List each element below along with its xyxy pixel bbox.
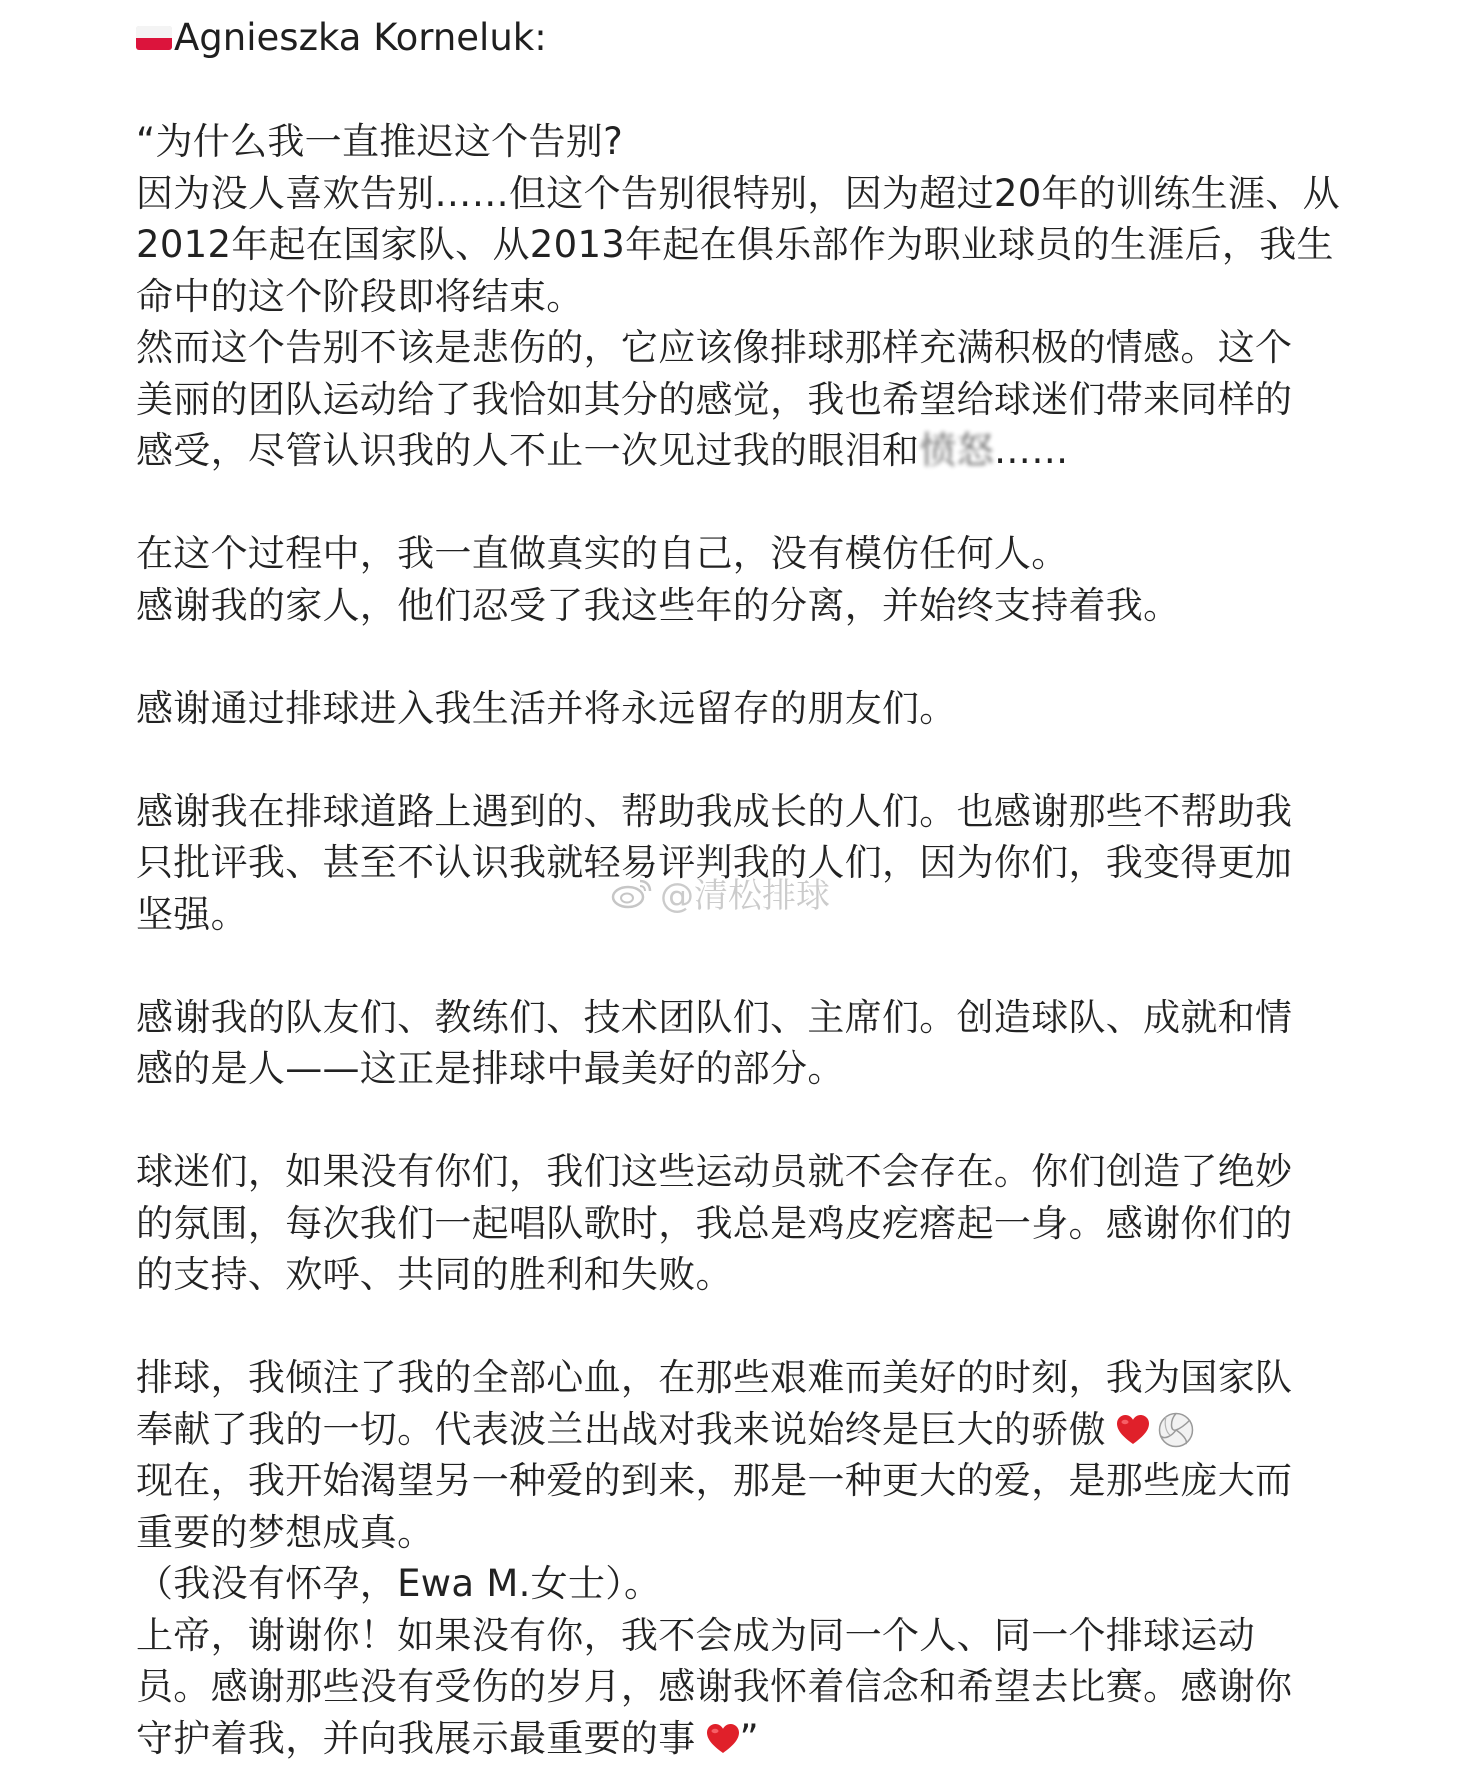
text-line [136,425,1346,477]
text-line: 因为没人喜欢告别……但这个告别很特别，因为超过20年的训练生涯、从 [136,171,1340,215]
blurred-text: 愤怒 [919,429,994,472]
text-line [136,1713,1346,1765]
paragraph-fans [136,1146,1346,1301]
text-line: 现在，我开始渴望另一种爱的到来，那是一种更大的爱，是那些庞大而 [136,1459,1293,1502]
paragraph-farewell [136,116,1346,477]
text-segment: 奉献了我的一切。代表波兰出战对我来说始终是巨大的骄傲 [136,1407,1106,1451]
text-segment: …… [993,429,1069,472]
text-segment: 感受，尽管认识我的人不止一次见过我的眼泪和 [136,429,920,472]
paragraph-team [136,992,1346,1095]
text-segment: 守护着我，并向我展示最重要的事 [136,1716,696,1760]
text-line: 然而这个告别不该是悲伤的，它应该像排球那样充满积极的情感。这个 [136,326,1293,369]
author-name: Agnieszka Korneluk: [174,16,547,59]
text-line: “为什么我一直推迟这个告别? [136,120,624,163]
text-line: 感的是人——这正是排球中最美好的部分。 [136,1047,845,1090]
text-line: 感谢我的队友们、教练们、技术团队们、主席们。创造球队、成就和情 [136,995,1293,1039]
paragraph-volleyball [136,1352,1346,1764]
text-line: 感谢我在排球道路上遇到的、帮助我成长的人们。也感谢那些不帮助我 [136,789,1293,833]
watermark-text: @清松排球 [660,876,830,916]
text-line [136,1404,1346,1456]
heart-icon [706,1723,740,1755]
poland-flag-icon [136,26,172,50]
paragraph-self [136,528,1346,631]
text-line: 排球，我倾注了我的全部心血，在那些艰难而美好的时刻，我为国家队 [136,1356,1293,1399]
text-segment: ” [739,1716,759,1760]
text-line: （我没有怀孕，Ewa M.女士）。 [136,1562,662,1605]
text-line: 只批评我、甚至不认识我就轻易评判我的人们，因为你们，我变得更加 [136,841,1293,884]
post-author [136,14,1476,62]
text-line: 命中的这个阶段即将结束。 [136,274,584,318]
text-line: 员。感谢那些没有受伤的岁月，感谢我怀着信念和希望去比赛。感谢你 [136,1665,1293,1708]
paragraph-people [136,786,1346,941]
text-line: 坚强。 [136,892,248,936]
text-line: 球迷们，如果没有你们，我们这些运动员就不会存在。你们创造了绝妙 [136,1150,1293,1193]
text-line: 在这个过程中，我一直做真实的自己，没有模仿任何人。 [136,532,1069,575]
volleyball-icon [1158,1412,1194,1448]
text-line: 美丽的团队运动给了我恰如其分的感觉，我也希望给球迷们带来同样的 [136,377,1293,421]
text-line: 感谢通过排球进入我生活并将永远留存的朋友们。 [136,686,957,730]
text-line: 的氛围，每次我们一起唱队歌时，我总是鸡皮疙瘩起一身。感谢你们的 [136,1201,1293,1245]
paragraph-friends [136,683,1346,735]
text-line: 感谢我的家人，他们忍受了我这些年的分离，并始终支持着我。 [136,583,1181,627]
text-line: 2012年起在国家队、从2013年起在俱乐部作为职业球员的生涯后，我生 [136,223,1334,266]
text-line: 的支持、欢呼、共同的胜利和失败。 [136,1253,733,1296]
text-line: 上帝，谢谢你！如果没有你，我不会成为同一个人、同一个排球运动 [136,1613,1255,1657]
heart-icon [1116,1414,1150,1446]
text-line: 重要的梦想成真。 [136,1510,435,1554]
